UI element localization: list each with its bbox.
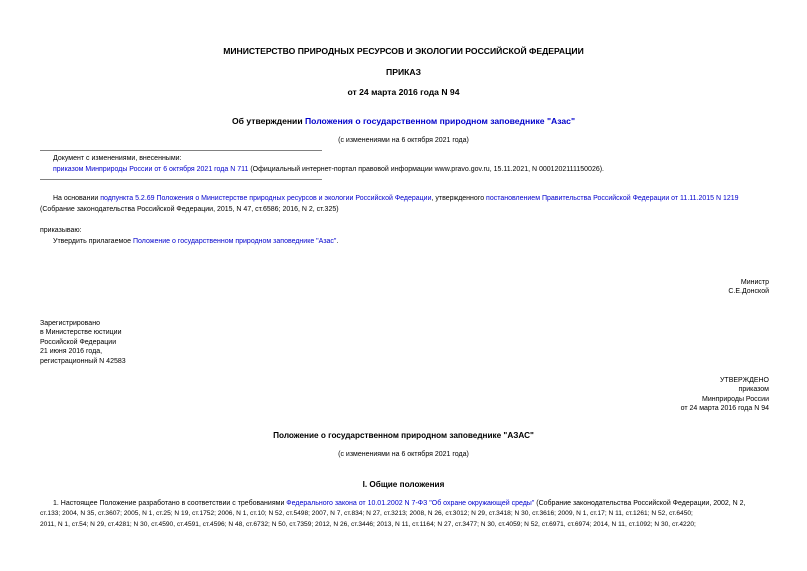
section-heading: I. Общие положения xyxy=(362,480,445,489)
order-paragraph xyxy=(53,237,338,246)
approval-line: УТВЕРЖДЕНО xyxy=(719,377,769,384)
changes-line xyxy=(53,165,604,174)
basis-paragraph xyxy=(53,194,739,203)
approved-regulation-link[interactable]: Положение о государственном природном заповеднике "Азас" xyxy=(133,238,337,245)
paragraph-text-2: (Собрание законодательства Российской Федерации, 2002, N 2, xyxy=(534,500,746,507)
amending-order-link[interactable]: приказом Минприроды России от 6 октября 2021 года N 711 xyxy=(53,166,249,173)
basis-paragraph-line2: (Собрание законодательства Российской Федерации, 2015, N 47, ст.6586; 2016, N 2, ст.325) xyxy=(40,206,339,213)
basis-text-2: , утвержденного xyxy=(431,195,487,202)
order-text-1: Утвердить прилагаемое xyxy=(53,238,134,245)
regulation-paragraph-1-line2: ст.133; 2004, N 35, ст.3607; 2005, N 1, ст.25; N 19, ст.1752; 2006, N 1, ст.10; N 52, ст.5498; 2007, N 7, ст.834; N 27, ст.3213; 2008, N 26, ст.3012; N 29, ст.3418; N 30, ст.3616; 2009, N 1, ст.17; N 11, ст.1261; N 52, ст.6450; xyxy=(40,510,693,517)
registration-line: Российской Федерации xyxy=(40,338,117,346)
document-title-prefix: Об утверждении xyxy=(231,116,305,126)
basis-text-1: На основании xyxy=(53,195,101,202)
document-date-number: от 24 марта 2016 года N 94 xyxy=(347,87,460,97)
divider-bottom xyxy=(40,179,322,180)
divider-top xyxy=(40,150,322,151)
signature-block xyxy=(728,278,769,297)
regulation-paragraph-1 xyxy=(53,499,746,508)
order-text-2: . xyxy=(336,238,339,245)
regulation-title-link[interactable]: Положения о государственном природном заповеднике "Азас" xyxy=(305,116,576,126)
federal-law-link[interactable]: Федерального закона от 10.01.2002 N 7-ФЗ "Об охране окружающей среды" xyxy=(286,500,535,507)
changes-source: (Официальный интернет-портал правовой информации www.pravo.gov.ru, 15.11.2021, N 0001202111150026). xyxy=(248,166,605,173)
registration-line: Зарегистрировано xyxy=(40,320,100,327)
government-decree-link[interactable]: постановлением Правительства Российской Федерации от 11.11.2015 N 1219 xyxy=(486,195,739,202)
regulation-subclause-link[interactable]: подпункта 5.2.69 Положения о Министерстве природных ресурсов и экологии Российской Федерации xyxy=(100,195,432,202)
document-title xyxy=(0,116,807,128)
signatory-name: С.Е.Донской xyxy=(728,288,769,296)
title-amended-note: (с изменениями на 6 октября 2021 года) xyxy=(338,137,469,144)
order-word: приказываю: xyxy=(40,227,82,234)
changes-label: Документ с изменениями, внесенными: xyxy=(53,155,182,162)
regulation-amended-note: (с изменениями на 6 октября 2021 года) xyxy=(338,451,469,458)
registration-block xyxy=(40,319,126,366)
approval-block xyxy=(681,376,769,414)
regulation-paragraph-1-line3: 2011, N 1, ст.54; N 29, ст.4281; N 30, ст.4590, ст.4591, ст.4596; N 48, ст.6732; N 50, ст.7359; 2012, N 26, ст.3446; 2013, N 11, ст.1164; N 27, ст.3477; N 30, ст.4059; N 52, ст.6971, ст.6974; 2014, N 11, ст.1092; N 30, ст.4220; xyxy=(40,521,696,528)
approval-line: Минприроды России xyxy=(702,395,769,403)
paragraph-text-1: 1. Настоящее Положение разработано в соответствии с требованиями xyxy=(53,500,287,507)
registration-line: 21 июня 2016 года, xyxy=(40,348,103,356)
registration-line: в Министерстве юстиции xyxy=(40,329,122,337)
approval-line: приказом xyxy=(738,386,769,394)
document-type: ПРИКАЗ xyxy=(386,67,421,77)
ministry-name: МИНИСТЕРСТВО ПРИРОДНЫХ РЕСУРСОВ И ЭКОЛОГИИ РОССИЙСКОЙ ФЕДЕРАЦИИ xyxy=(223,46,584,56)
signatory-position: Министр xyxy=(740,279,769,286)
registration-line: регистрационный N 42583 xyxy=(40,357,126,365)
approval-line: от 24 марта 2016 года N 94 xyxy=(680,405,769,413)
regulation-title: Положение о государственном природном заповеднике "АЗАС" xyxy=(273,431,534,440)
